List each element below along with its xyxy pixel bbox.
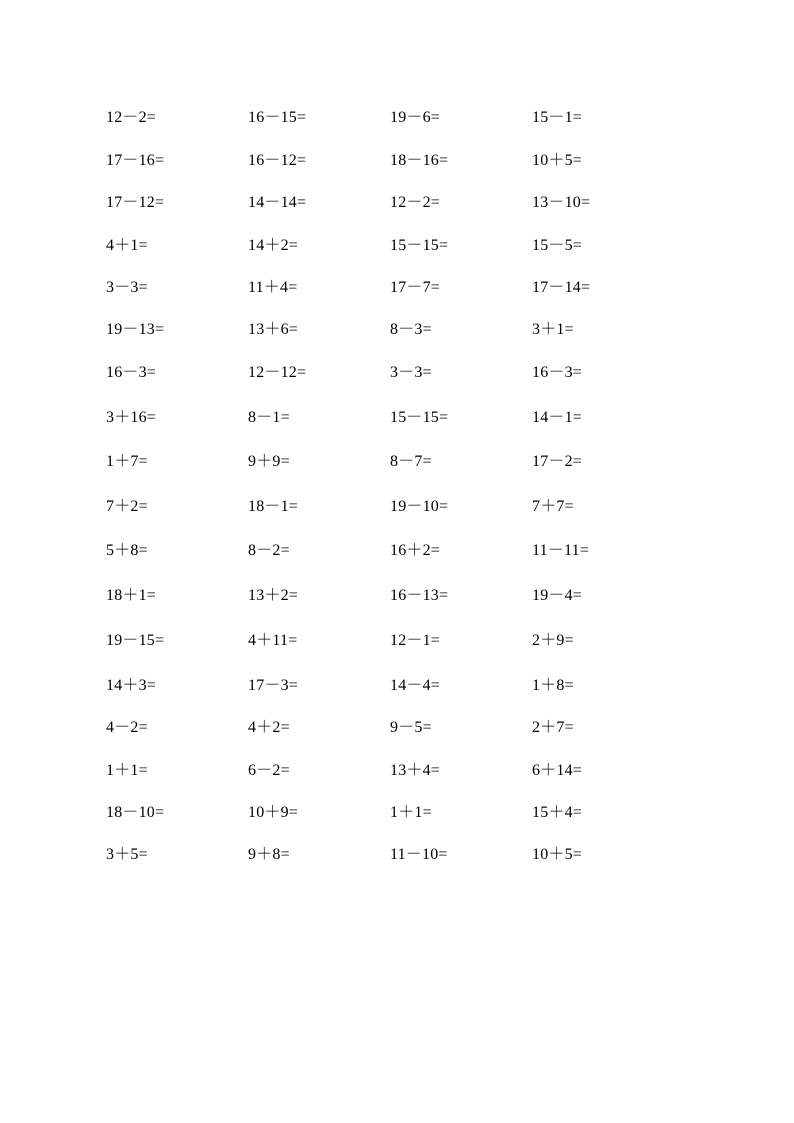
arithmetic-problem: 3＋5= xyxy=(106,846,148,863)
arithmetic-problem: 12－2= xyxy=(390,194,441,211)
arithmetic-problem: 1＋7= xyxy=(106,453,148,470)
arithmetic-problem: 10＋9= xyxy=(248,804,299,821)
arithmetic-problem: 15＋4= xyxy=(532,804,583,821)
arithmetic-problem: 18－10= xyxy=(106,804,165,821)
arithmetic-problem: 10＋5= xyxy=(532,152,583,169)
arithmetic-problem: 18－1= xyxy=(248,498,299,515)
arithmetic-problem: 9＋8= xyxy=(248,846,290,863)
arithmetic-problem: 7＋2= xyxy=(106,498,148,515)
arithmetic-problem: 1＋8= xyxy=(532,677,574,694)
arithmetic-problem: 18＋1= xyxy=(106,587,157,604)
arithmetic-problem: 9＋9= xyxy=(248,453,290,470)
arithmetic-problem: 8－7= xyxy=(390,453,432,470)
arithmetic-problem: 19－10= xyxy=(390,498,449,515)
arithmetic-problem: 15－1= xyxy=(532,109,583,126)
arithmetic-problem: 14－1= xyxy=(532,409,583,426)
arithmetic-problem: 18－16= xyxy=(390,152,449,169)
arithmetic-problem: 2＋9= xyxy=(532,632,574,649)
arithmetic-problem: 17－3= xyxy=(248,677,299,694)
arithmetic-problem: 13－10= xyxy=(532,194,591,211)
arithmetic-problem: 10＋5= xyxy=(532,846,583,863)
arithmetic-problem: 14＋2= xyxy=(248,237,299,254)
arithmetic-problem: 17－7= xyxy=(390,279,441,296)
arithmetic-problem: 17－2= xyxy=(532,453,583,470)
arithmetic-problem: 3＋16= xyxy=(106,409,157,426)
arithmetic-problem: 4＋2= xyxy=(248,719,290,736)
arithmetic-problem: 16－13= xyxy=(390,587,449,604)
arithmetic-problem: 1＋1= xyxy=(106,762,148,779)
arithmetic-problem: 19－6= xyxy=(390,109,441,126)
arithmetic-problem: 11－10= xyxy=(390,846,448,863)
arithmetic-problem: 17－16= xyxy=(106,152,165,169)
arithmetic-problem: 8－3= xyxy=(390,321,432,338)
arithmetic-problem: 19－13= xyxy=(106,321,165,338)
arithmetic-problem: 16－3= xyxy=(532,364,583,381)
arithmetic-problem: 8－1= xyxy=(248,409,290,426)
arithmetic-problem: 2＋7= xyxy=(532,719,574,736)
arithmetic-problem: 13＋2= xyxy=(248,587,299,604)
arithmetic-problem: 4＋11= xyxy=(248,632,298,649)
arithmetic-problem: 15－15= xyxy=(390,409,449,426)
arithmetic-problem: 15－5= xyxy=(532,237,583,254)
arithmetic-problem: 3＋1= xyxy=(532,321,574,338)
arithmetic-problem: 3－3= xyxy=(390,364,432,381)
arithmetic-problem: 13＋6= xyxy=(248,321,299,338)
arithmetic-problem: 5＋8= xyxy=(106,542,148,559)
arithmetic-problem: 12－1= xyxy=(390,632,441,649)
arithmetic-problem: 17－14= xyxy=(532,279,591,296)
arithmetic-problem: 4＋1= xyxy=(106,237,148,254)
arithmetic-problem: 1＋1= xyxy=(390,804,432,821)
arithmetic-problem: 12－2= xyxy=(106,109,157,126)
arithmetic-problem: 4－2= xyxy=(106,719,148,736)
arithmetic-problem: 11－11= xyxy=(532,542,590,559)
arithmetic-problem: 19－15= xyxy=(106,632,165,649)
arithmetic-problem: 15－15= xyxy=(390,237,449,254)
arithmetic-problem: 19－4= xyxy=(532,587,583,604)
arithmetic-problem: 14－14= xyxy=(248,194,307,211)
arithmetic-problem: 14－4= xyxy=(390,677,441,694)
arithmetic-problem: 7＋7= xyxy=(532,498,574,515)
arithmetic-problem: 16－12= xyxy=(248,152,307,169)
arithmetic-problem: 17－12= xyxy=(106,194,165,211)
arithmetic-problem: 16－3= xyxy=(106,364,157,381)
arithmetic-problem: 13＋4= xyxy=(390,762,441,779)
arithmetic-problem: 11＋4= xyxy=(248,279,298,296)
arithmetic-problem: 14＋3= xyxy=(106,677,157,694)
arithmetic-problem: 6－2= xyxy=(248,762,290,779)
arithmetic-problem: 9－5= xyxy=(390,719,432,736)
arithmetic-problem: 8－2= xyxy=(248,542,290,559)
arithmetic-problem: 16－15= xyxy=(248,109,307,126)
arithmetic-problem: 3－3= xyxy=(106,279,148,296)
arithmetic-problem: 12－12= xyxy=(248,364,307,381)
arithmetic-problem: 6＋14= xyxy=(532,762,583,779)
arithmetic-problem: 16＋2= xyxy=(390,542,441,559)
